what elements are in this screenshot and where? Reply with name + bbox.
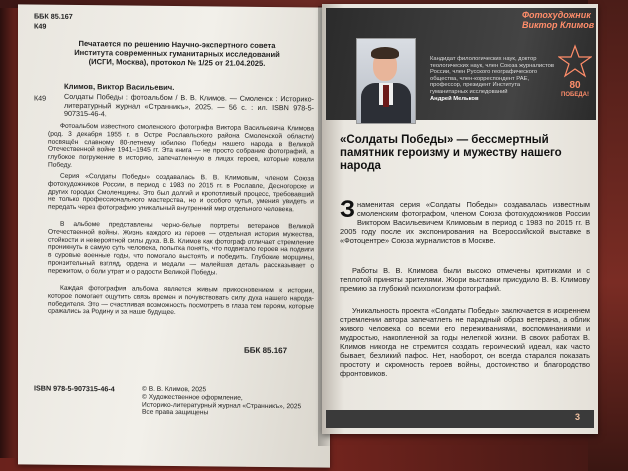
author-bio xyxy=(430,56,556,102)
band-title: Фотохудожник Виктор Климов xyxy=(522,10,595,30)
description-para-1: Фотоальбом известного смоленского фотографа Виктора Васильевича Климова (род. 3 декабря 1955 г. в Остре Рославльского района Смоленской области) посвящён славному 80-летнему юбилею Победы нашего народа в Великой Отечественной войне 1941–1945 гг. Эта книга — не просто собрание фотографий, а глубокое погружение в историю, запечатленную в лицах героев, которые ковали Победу. xyxy=(48,122,314,169)
bbk-code-bottom: ББК 85.167 xyxy=(244,345,288,356)
author-heading: Климов, Виктор Васильевич. xyxy=(64,81,175,93)
isbn: ISBN 978-5-907315-46-4 xyxy=(34,383,115,394)
copyright-design: © Художественное оформление, xyxy=(142,393,243,402)
article-heading: «Солдаты Победы» — бессмертный памятник героизму и мужеству нашего народа xyxy=(340,134,562,172)
right-page xyxy=(322,4,598,434)
article-body-3: Уникальность проекта «Солдаты Победы» заключается в искреннем стремлении автора запечатлеть не парадный образ ветерана, а облик живого человека со всеми его переживаниями, воспоминаниями и мудростью, накопленной за годы нелегкой жизни. В своих работах В. Климов никогда не стремится создать героический идеал, как часто бывает, безликий пафос. Нет, наоборот, он всегда старался показать простоту и скромность героев войны, достоинство и благородство фронтовиков. xyxy=(340,306,590,378)
emblem-caption: ПОБЕДА! xyxy=(561,92,589,98)
description-para-2: Серия «Солдаты Победы» создавалась В. В. Климовым, членом Союза фотохудожников России, в период с 1983 по 2015 гг. в Рославле, Десногорске и других городах Смоленщины. Это был долгий и кропотливый процесс, требовавший не только профессионального мастерства, но и особого чутья, умения увидеть и передать через фотографию уникальный внутренний мир отдельного человека. xyxy=(48,172,314,214)
portrait-hair xyxy=(371,47,399,59)
bbk-code-top: ББК 85.167 xyxy=(34,11,73,21)
copyright-block xyxy=(142,386,312,419)
article-body-2: Работы В. В. Климова были высоко отмечены критиками и с теплотой приняты зрителями. Жюри выставки присудило В. В. Климову премию за глубокий психологизм фотографий. xyxy=(340,266,590,293)
background-book-left xyxy=(0,8,20,458)
k-code: К49 xyxy=(34,21,47,31)
emblem-number: 80 xyxy=(569,80,581,91)
copyright-publisher: Историко-литературный журнал «Странникъ», 2025 xyxy=(142,401,302,410)
description-para-3: В альбоме представлены черно-белые портреты ветеранов Великой Отечественной войны. Жизнь каждого из героев — отдельная история мужества, стойкости и невероятной силы духа. В.В. Климов как фотограф отличает стремление проникнуть в самую суть человека, попытка понять, что подвигало героев на подвиги в суровые военные годы, что помогало выстоять и победить. Глубокие морщины, пронзительный взгляд, ордена и медали — малейшая деталь рассказывает о пережитом, о боли утрат и о радости Великой Победы. xyxy=(48,220,314,277)
bio-text: Кандидат филологических наук, доктор теологических наук, член Союза журналистов России, член Русского географического общества, член-корреспондент РАЕ, профессор, президент Института гуманитарных исследований xyxy=(430,56,554,95)
drop-cap: З xyxy=(340,196,356,223)
bio-name: Андрей Мельков xyxy=(430,95,479,102)
catalog-entry: Солдаты Победы : фотоальбом / В. В. Климов. — Смоленск : Историко-литературный журнал «Странникъ», 2025. — 56 с. : ил. ISBN 978-5-907315-46-4. xyxy=(64,91,314,119)
victory-80-emblem xyxy=(558,44,592,102)
footer-band xyxy=(326,410,594,428)
open-book xyxy=(18,6,618,468)
left-page xyxy=(18,4,330,467)
article-body-1-text: наменитая серия «Солдаты Победы» создавалась известным смоленским фотографом, членом Союза фотохудожников России Виктором Васильевичем Климовым в период с 1983 по 2015 гг. В 2005 году после их экспонирования на Всероссийской выставке в «Фотоцентре» Союза журналистов в Москве. xyxy=(340,200,590,245)
page-number: 3 xyxy=(574,412,580,422)
star-icon xyxy=(558,44,592,80)
header-band xyxy=(326,8,596,120)
copyright-author: © В. В. Климов, 2025 xyxy=(142,385,207,394)
approval-notice: Печатается по решению Научно-экспертного совета Института современных гуманитарных исследований (ИСГИ, Москва), протокол № 1/25 от 21.04.2025. xyxy=(74,38,280,68)
article-body-1 xyxy=(340,196,590,245)
portrait-tie xyxy=(383,85,389,107)
rights-reserved: Все права защищены xyxy=(142,409,209,417)
k-mark: К49 xyxy=(34,93,47,103)
description-para-4: Каждая фотография альбома является живым прикосновением к истории, которое помогает ощутить связь времен и почувствовать силу духа нашего народа-победителя. Это — счастливая возможность посмотреть в глаза тем героям, которые сражались за Родину и за наше будущее. xyxy=(48,284,314,317)
author-portrait xyxy=(356,38,416,124)
